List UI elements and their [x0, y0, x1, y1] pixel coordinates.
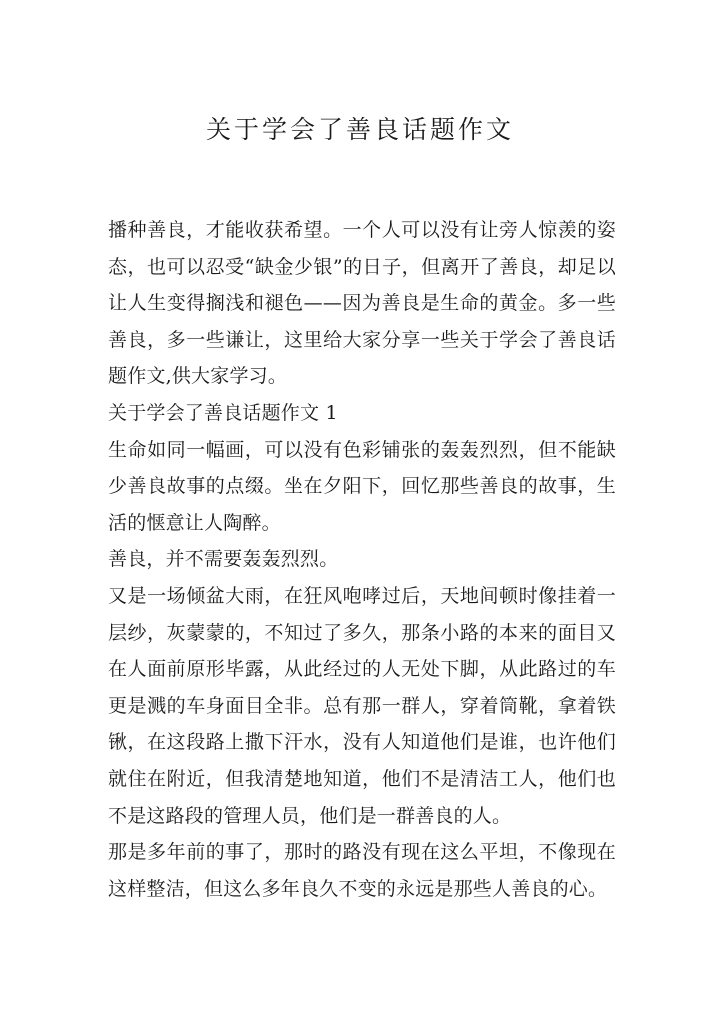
paragraph: 又是一场倾盆大雨，在狂风咆哮过后，天地间顿时像挂着一层纱，灰蒙蒙的，不知过了多久，那条小路的本来的面目又在人面前原形毕露，从此经过的人无处下脚，从此路过的车更是溅的车身面目全非。总有那一群人，穿着筒靴，拿着铁锹，在这段路上撒下汗水，没有人知道他们是谁，也许他们就住在附近，但我清楚地知道，他们不是清洁工人，他们也不是这路段的管理人员，他们是一群善良的人。 [108, 584, 616, 827]
paragraph: 善良，并不需要轰轰烈烈。 [108, 548, 339, 571]
paragraph: 生命如同一幅画，可以没有色彩铺张的轰轰烈烈，但不能缺少善良故事的点缀。坐在夕阳下，回忆那些善良的故事，生活的惬意让人陶醉。 [108, 438, 616, 534]
section-heading: 关于学会了善良话题作文 1 [108, 401, 338, 424]
paragraph: 那是多年前的事了，那时的路没有现在这么平坦，不像现在这样整洁，但这么多年良久不变的永远是那些人善良的心。 [108, 841, 616, 900]
document-title: 关于学会了善良话题作文 [205, 115, 514, 144]
document-body [108, 212, 616, 907]
paragraph-intro: 播种善良，才能收获希望。一个人可以没有让旁人惊羡的姿态，也可以忍受“缺金少银”的日子，但离开了善良，却足以让人生变得搁浅和褪色——因为善良是生命的黄金。多一些善良，多一些谦让，这里给大家分享一些关于学会了善良话题作文,供大家学习。 [108, 219, 616, 388]
